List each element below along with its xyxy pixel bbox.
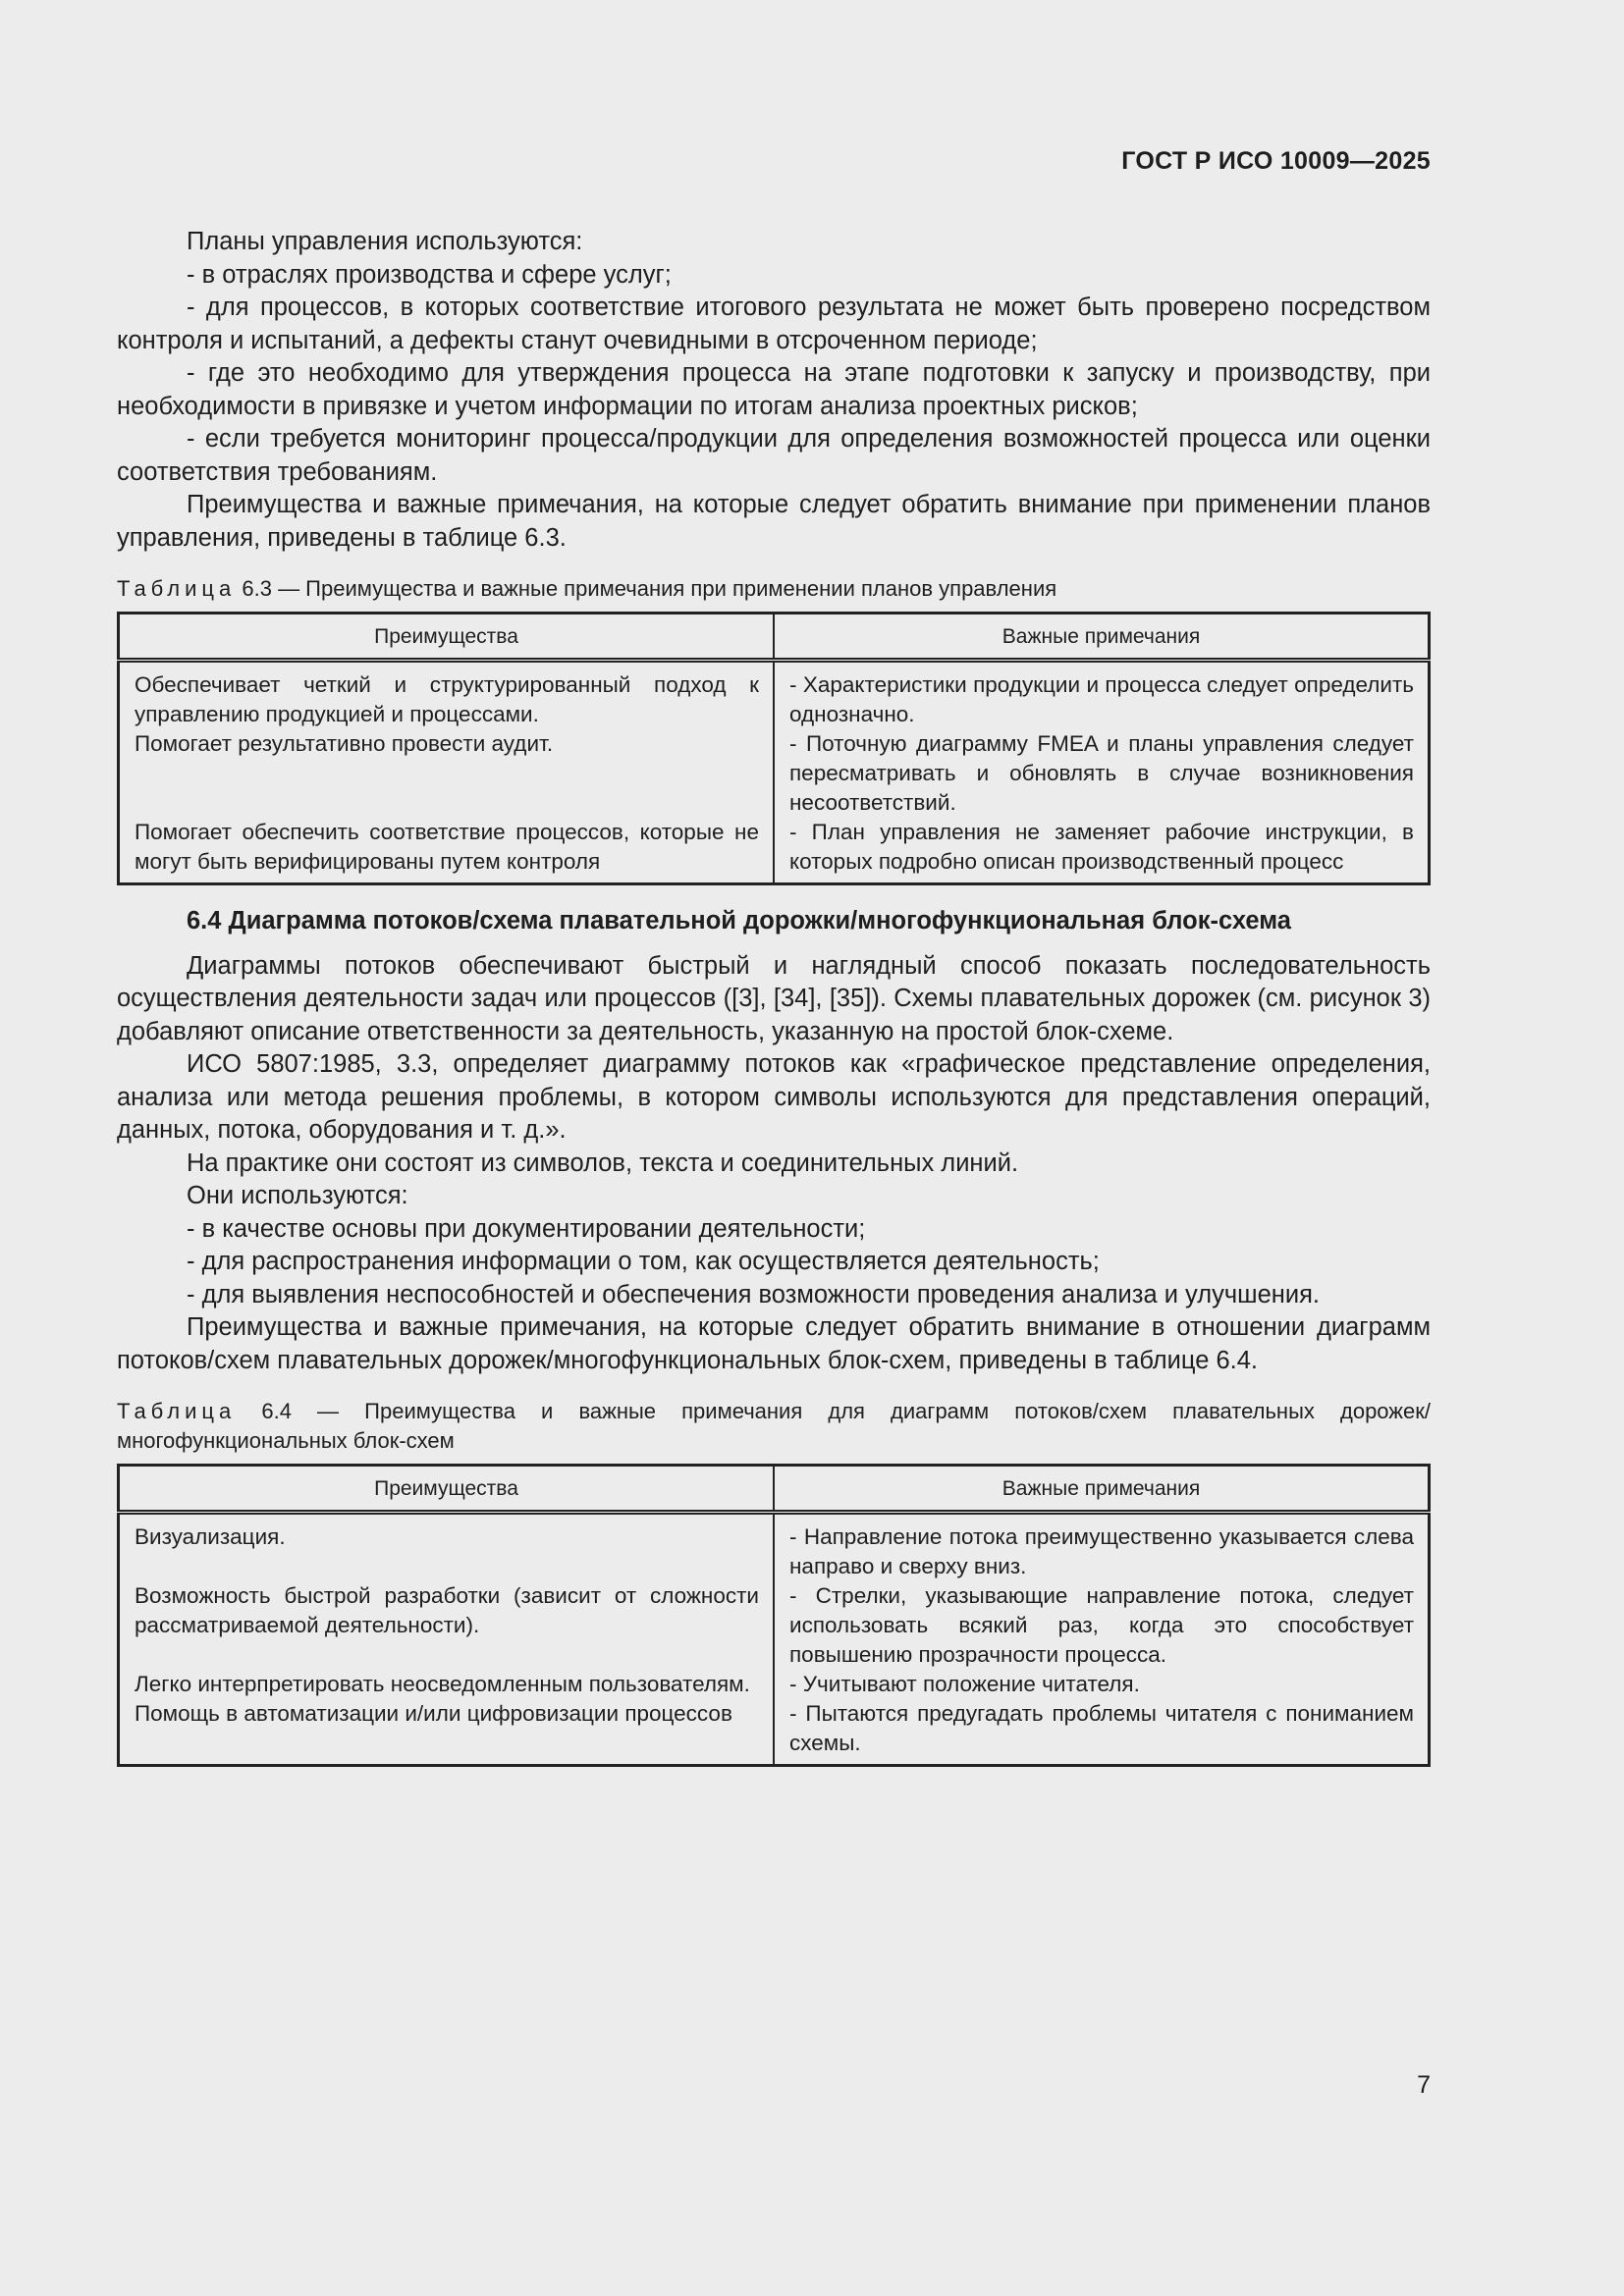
column-header: Важные примечания bbox=[774, 1466, 1430, 1513]
table-6-3 bbox=[117, 612, 1431, 885]
table-cell: - План управления не заменяет рабочие инструкции, в которых подробно описан производственный процесс bbox=[774, 818, 1430, 884]
list-item: - где это необходимо для утверждения процесса на этапе подготовки к запуску и производству, при необходимости в привязке и учетом информации по итогам анализа проектных рисков; bbox=[117, 359, 1431, 420]
section-title: 6.4 Диаграмма потоков/схема плавательной дорожки/многофункциональная блок-схема bbox=[187, 907, 1291, 934]
table-caption: Таблица 6.3 — Преимущества и важные примечания при применении планов управления bbox=[117, 576, 1057, 601]
table-caption: Таблица 6.4 — Преимущества и важные примечания для диаграмм потоков/схем плавательных дорожек/многофункциональных блок-схем bbox=[117, 1399, 1431, 1453]
table-cell: Помогает обеспечить соответствие процессов, которые не могут быть верифицированы путем контроля bbox=[135, 820, 759, 874]
page-content bbox=[117, 226, 1431, 1767]
list-item: - для выявления неспособностей и обеспечения возможности проведения анализа и улучшения. bbox=[187, 1280, 1320, 1308]
paragraph: ИСО 5807:1985, 3.3, определяет диаграмму потоков как «графическое представление определения, анализа или метода решения проблемы, в котором символы используются для представления операций, данных, потока, оборудования и т. д.». bbox=[117, 1050, 1431, 1144]
paragraph: Они используются: bbox=[187, 1182, 408, 1209]
table-cell: - Пытаются предугадать проблемы читателя с пониманием схемы. bbox=[774, 1699, 1430, 1766]
table-cell: - Стрелки, указывающие направление потока, следует использовать всякий раз, когда это способствует повышению прозрачности процесса. bbox=[774, 1581, 1430, 1670]
table-cell: Помогает результативно провести аудит. bbox=[135, 731, 554, 756]
paragraph: На практике они состоят из символов, текста и соединительных линий. bbox=[187, 1148, 1019, 1177]
table-cell: - Поточную диаграмму FMEA и планы управления следует пересматривать и обновлять в случае возникновения несоответствий. bbox=[774, 729, 1430, 818]
list-item: - если требуется мониторинг процесса/продукции для определения возможностей процесса или оценки соответствия требованиям. bbox=[117, 425, 1431, 486]
table-cell: Легко интерпретировать неосведомленным пользователям. bbox=[135, 1672, 750, 1696]
table-row bbox=[119, 1581, 1430, 1670]
table-cell: Помощь в автоматизации и/или цифровизации процессов bbox=[135, 1701, 732, 1726]
column-header: Преимущества bbox=[119, 614, 775, 661]
paragraph: Диаграммы потоков обеспечивают быстрый и наглядный способ показать последовательность осуществления деятельности задач или процессов ([3], [34], [35]). Схемы плавательных дорожек (см. рисунок 3) добавляют описание ответственности за деятельность, указанную на простой блок-схеме. bbox=[117, 951, 1431, 1045]
document-header: ГОСТ Р ИСО 10009—2025 bbox=[1121, 147, 1431, 175]
list-item: - в отраслях производства и сфере услуг; bbox=[187, 260, 672, 289]
list-item: - в качестве основы при документировании деятельности; bbox=[187, 1214, 866, 1243]
table-cell: Обеспечивает четкий и структурированный подход к управлению продукцией и процессами. bbox=[135, 672, 759, 726]
table-row bbox=[119, 1699, 1430, 1766]
paragraph: Преимущества и важные примечания, на которые следует обратить внимание при применении планов управления, приведены в таблице 6.3. bbox=[117, 491, 1431, 552]
paragraph: Преимущества и важные примечания, на которые следует обратить внимание в отношении диаграмм потоков/схем плавательных дорожек/многофункциональных блок-схем, приведены в таблице 6.4. bbox=[117, 1313, 1431, 1374]
list-item: - для распространения информации о том, как осуществляется деятельность; bbox=[187, 1248, 1100, 1275]
column-header: Важные примечания bbox=[774, 614, 1430, 661]
table-cell: Возможность быстрой разработки (зависит от сложности рассматриваемой деятельности). bbox=[135, 1583, 759, 1637]
table-cell: - Направление потока преимущественно указывается слева направо и сверху вниз. bbox=[774, 1513, 1430, 1582]
table-cell: - Характеристики продукции и процесса следует определить однозначно. bbox=[774, 661, 1430, 730]
paragraph: Планы управления используются: bbox=[187, 228, 583, 255]
table-row bbox=[119, 1670, 1430, 1699]
table-row bbox=[119, 661, 1430, 730]
page-number: 7 bbox=[1417, 2071, 1431, 2099]
table-row bbox=[119, 818, 1430, 884]
table-cell: - Учитывают положение читателя. bbox=[774, 1670, 1430, 1699]
table-6-4 bbox=[117, 1464, 1431, 1767]
list-item: - для процессов, в которых соответствие итогового результата не может быть проверено посредством контроля и испытаний, а дефекты станут очевидными в отсроченном периоде; bbox=[117, 294, 1431, 354]
column-header: Преимущества bbox=[119, 1466, 775, 1513]
table-row bbox=[119, 1513, 1430, 1582]
table-cell: Визуализация. bbox=[135, 1524, 286, 1549]
table-row bbox=[119, 729, 1430, 818]
